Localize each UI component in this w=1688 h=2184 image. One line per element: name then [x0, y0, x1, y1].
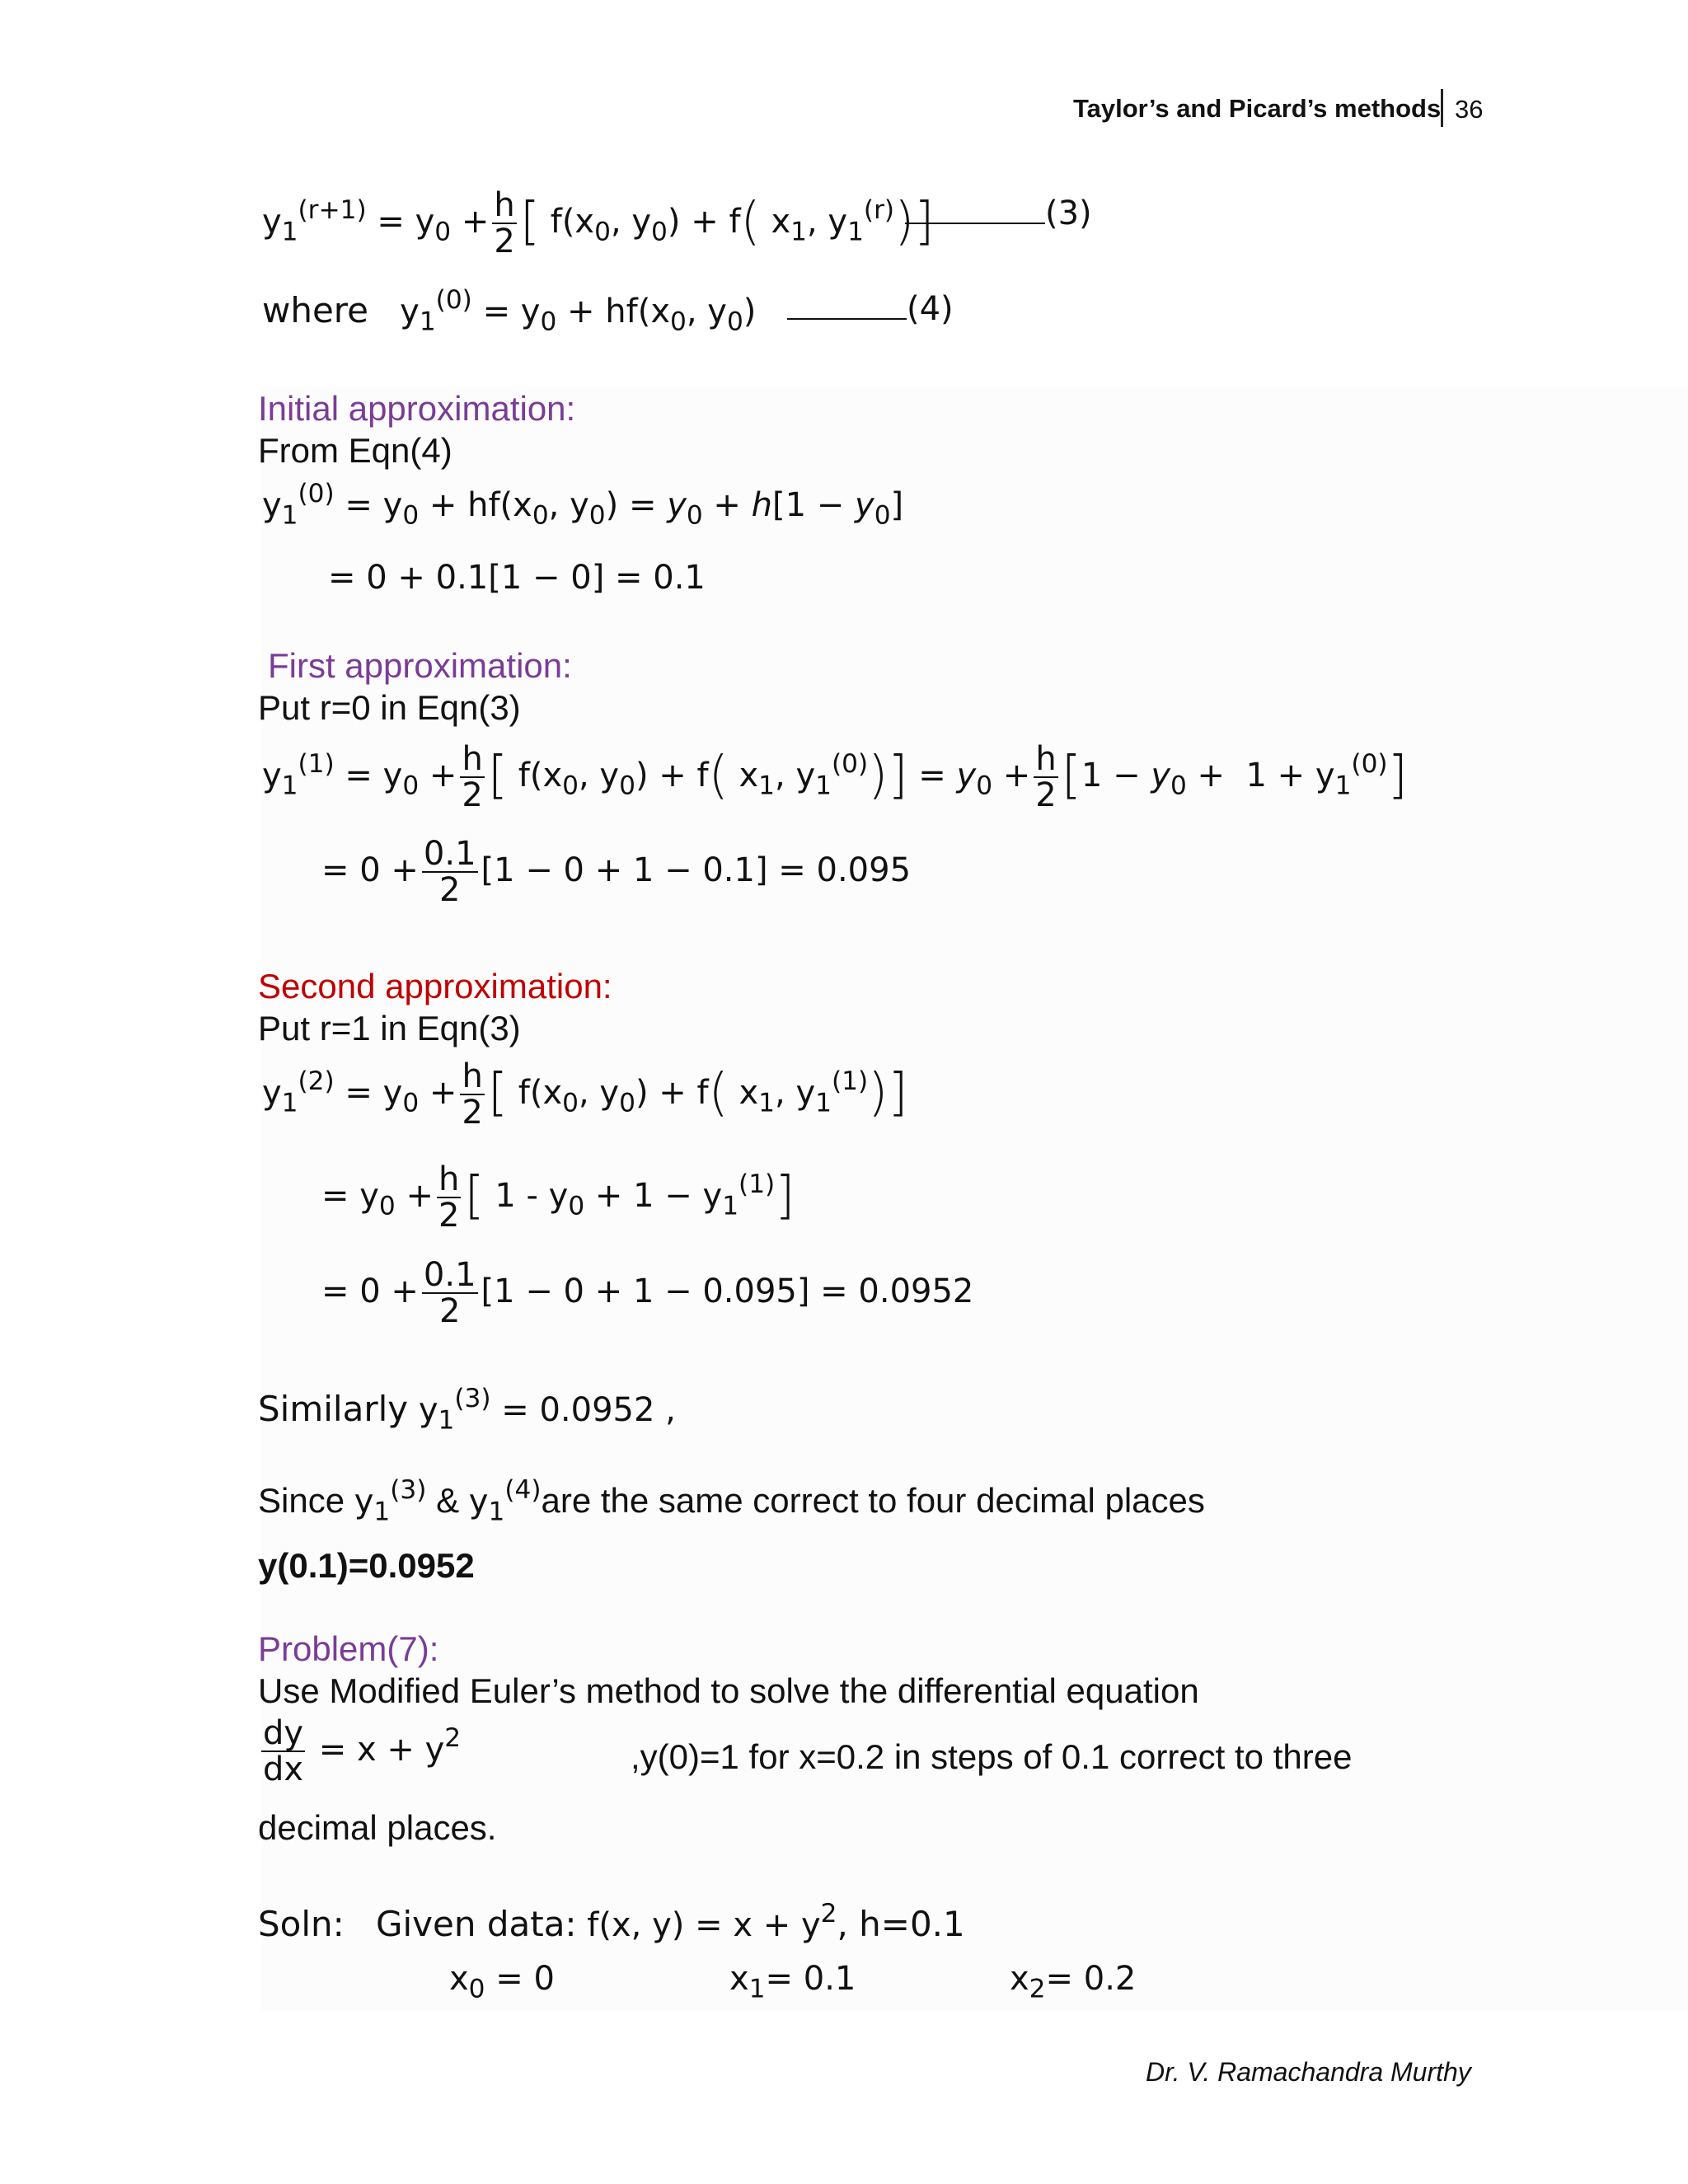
since-lead: Since: [258, 1481, 345, 1520]
second-equation-line2: = $y_0$ + $\frac{h}{2}$ [ $1 - y_0 + 1 - y_1^{(1)}$]: [321, 1160, 795, 1235]
problem-7-differential-equation: $\frac{dy}{dx}$ = $x + y^2$: [263, 1714, 462, 1788]
first-calc-rest: [1 − 0 + 1 − 0.1] = 0.095: [481, 851, 912, 889]
x0-number: = 0: [495, 1960, 555, 1998]
since-tail: are the same correct to four decimal places: [541, 1481, 1205, 1520]
equation-4: where $y_1^{(0)} = y_0 + hf(x_0$, $y_0$): [262, 284, 757, 337]
x0-value: $x_0 = 0$: [449, 1960, 555, 2004]
second-calc-rest: [1 − 0 + 1 − 0.095] = 0.0952: [481, 1272, 974, 1310]
x1-number: = 0.1: [765, 1960, 856, 1998]
x2-number: = 0.2: [1045, 1960, 1137, 1998]
similarly-line: Similarly $y_1^{(3)} = 0.0952$ ,: [258, 1383, 676, 1436]
page-number: 36: [1455, 95, 1484, 124]
first-put-text: Put r=0 in Eqn(3): [258, 688, 521, 727]
problem-7-line1: Use Modified Euler’s method to solve the differential equation: [258, 1671, 1199, 1710]
soln-label: Soln:: [258, 1904, 345, 1944]
since-line: Since $y_1^{(3)}$ & $y_1^{(4)}are$ the same correct to four decimal places: [258, 1474, 1205, 1527]
given-data-label: Given data:: [375, 1904, 577, 1944]
initial-equation-result: = 0 + 0.1[1 − 0] = 0.1: [328, 559, 706, 597]
equation-4-label: [787, 290, 954, 328]
initial-equation-line1: $y_1^{(0)} = y_0 + hf(x_0$, $y_0) = y_0 + h[1 - y_0]$: [262, 478, 904, 531]
initial-approximation-heading: Initial approximation:: [258, 389, 576, 428]
problem-7-line3: decimal places.: [258, 1808, 497, 1847]
x2-value: $x_2= 0.2$: [1010, 1960, 1137, 2004]
equation-3-number: (3): [1045, 194, 1092, 232]
footer-author: Dr. V. Ramachandra Murthy: [1146, 2057, 1471, 2087]
answer-text: y(0.1)=0.0952: [258, 1546, 475, 1585]
second-equation-calc: = 0 + $\frac{0.1}{2}$ [1 − 0 + 1 − 0.095] = 0.0952: [321, 1256, 974, 1330]
solution-given-line: Soln: Given data: f(x, $y) = x + y^2$, h=0.1: [258, 1898, 965, 1944]
running-header-title: Taylor’s and Picard’s methods: [1073, 94, 1442, 123]
second-approximation-heading: Second approximation:: [258, 967, 612, 1005]
similarly-lead: Similarly: [258, 1389, 409, 1429]
header-divider: [1441, 89, 1443, 127]
equation-3-label: [905, 194, 1092, 232]
first-approximation-heading: First approximation:: [268, 646, 572, 685]
initial-from-text: From Eqn(4): [258, 431, 452, 470]
first-equation-calc: = 0 + $\frac{0.1}{2}$ [1 − 0 + 1 − 0.1] = 0.095: [321, 835, 912, 909]
since-amp: &: [436, 1481, 460, 1520]
equation-3: $y_1^{(r+1)} = y_0$ + $\frac{h}{2}$ [ $f(x_0$, $y_0) + f$( $x_1$, $y_1^{(r)}$)]: [262, 186, 935, 260]
first-equation-line1: $y_1^{(1)} = y_0$ + $\frac{h}{2}$ [ $f(x_0$, $y_0) + f$( $x_1$, $y_1^{(0)})] = y_0$ + $\frac{h}{2}$ $[1 - y_0 + 1 + y_1^{(0)}]$: [262, 740, 1408, 814]
where-word: where: [262, 290, 368, 330]
x1-value: $x_1= 0.1$: [729, 1960, 856, 2004]
problem-7-heading: Problem(7):: [258, 1629, 439, 1668]
problem-7-condition: ,y(0)=1 for x=0.2 in steps of 0.1 correct to three: [631, 1737, 1353, 1776]
similarly-value: = 0.0952 ,: [501, 1391, 676, 1429]
step-size: , h=0.1: [837, 1904, 965, 1944]
second-equation-line1: $y_1^{(2)} = y_0$ + $\frac{h}{2}$ [ $f(x_0$, $y_0) + f$( $x_1$, $y_1^{(1)}$)]: [262, 1057, 908, 1132]
second-put-text: Put r=1 in Eqn(3): [258, 1009, 521, 1047]
equation-4-number: (4): [907, 290, 954, 328]
